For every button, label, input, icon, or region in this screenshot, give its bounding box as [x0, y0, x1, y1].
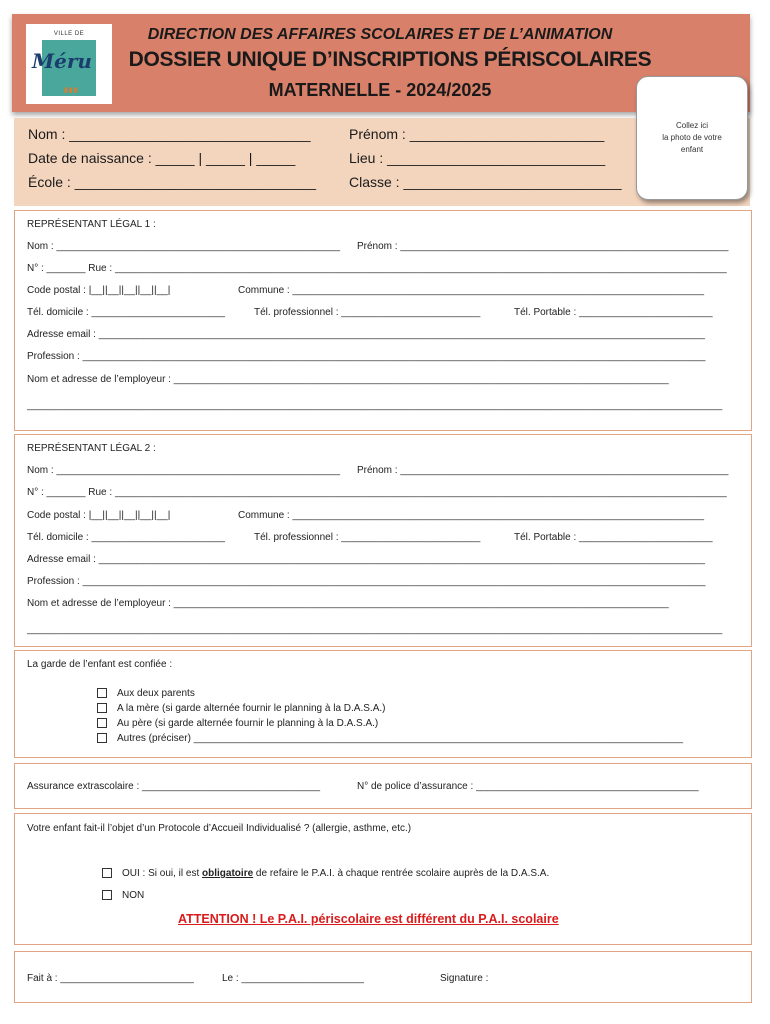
rep1-rue-field[interactable]: N° : _______ Rue : ______________________________________________________________________________________________________________	[27, 263, 727, 274]
rep1-tel-domicile-field[interactable]: Tél. domicile : ________________________	[27, 307, 225, 318]
garde-option-label: Aux deux parents	[117, 688, 195, 699]
rep1-employeur-line2[interactable]: _____________________________________________________________________________________________________________________________	[27, 400, 723, 411]
rep1-tel-portable-field[interactable]: Tél. Portable : ________________________	[514, 307, 713, 318]
garde-option-mere[interactable]	[97, 703, 385, 714]
checkbox-icon[interactable]	[97, 718, 107, 728]
rep2-email-field[interactable]: Adresse email : _____________________________________________________________________________________________________________	[27, 554, 705, 565]
garde-option-label: Autres (préciser) ________________________________________________________________________________________	[117, 733, 684, 744]
pai-non-label: NON	[122, 890, 145, 901]
rep1-commune-field[interactable]: Commune : __________________________________________________________________________	[238, 285, 705, 296]
rep2-title: REPRÉSENTANT LÉGAL 2 :	[27, 443, 156, 454]
pai-attention: ATTENTION ! Le P.A.I. périscolaire est différent du P.A.I. scolaire	[178, 912, 559, 926]
rep1-email-field[interactable]: Adresse email : _____________________________________________________________________________________________________________	[27, 329, 705, 340]
garde-option-label: Au père (si garde alternée fournir le planning à la D.A.S.A.)	[117, 718, 379, 729]
garde-option-autres[interactable]	[97, 733, 733, 744]
checkbox-icon[interactable]	[102, 868, 112, 878]
child-lieu-field[interactable]: Lieu : ____________________________	[349, 150, 606, 166]
rep2-commune-field[interactable]: Commune : __________________________________________________________________________	[238, 510, 705, 521]
direction-title: DIRECTION DES AFFAIRES SCOLAIRES ET DE L’ANIMATION	[147, 26, 613, 43]
child-classe-field[interactable]: Classe : ____________________________	[349, 174, 622, 190]
photo-text-line2: la photo de votre	[662, 133, 722, 142]
garde-option-parents[interactable]	[97, 688, 195, 699]
rep1-tel-pro-field[interactable]: Tél. professionnel : _________________________	[254, 307, 481, 318]
pai-option-non[interactable]	[102, 890, 144, 901]
rep1-nom-field[interactable]: Nom : ___________________________________________________	[27, 241, 341, 252]
rep2-employeur-line2[interactable]: _____________________________________________________________________________________________________________________________	[27, 624, 723, 635]
logo-name: Méru	[32, 49, 92, 73]
child-birthdate-field[interactable]: Date de naissance : _____ | _____ | _____	[28, 150, 296, 166]
city-logo	[26, 24, 112, 104]
rep1-prenom-field[interactable]: Prénom : ___________________________________________________________	[357, 241, 729, 252]
document-title: DOSSIER UNIQUE D’INSCRIPTIONS PÉRISCOLAIRES	[128, 48, 652, 71]
child-prenom-field[interactable]: Prénom : _________________________	[349, 126, 605, 142]
police-field[interactable]: N° de police d’assurance : ________________________________________	[357, 781, 699, 792]
rep2-tel-portable-field[interactable]: Tél. Portable : ________________________	[514, 532, 713, 543]
rep2-prenom-field[interactable]: Prénom : ___________________________________________________________	[357, 465, 729, 476]
rep2-employeur-field[interactable]: Nom et adresse de l’employeur : _________________________________________________________________________________________	[27, 598, 669, 609]
rep2-tel-pro-field[interactable]: Tél. professionnel : _________________________	[254, 532, 481, 543]
rep1-title: REPRÉSENTANT LÉGAL 1 :	[27, 219, 156, 230]
checkbox-icon[interactable]	[97, 688, 107, 698]
child-ecole-field[interactable]: École : _______________________________	[28, 174, 317, 190]
rep1-cp-field[interactable]: Code postal : |__||__||__||__||__|	[27, 285, 171, 296]
child-nom-field[interactable]: Nom : _______________________________	[28, 126, 311, 142]
date-field[interactable]: Le : ______________________	[222, 973, 364, 984]
rep2-profession-field[interactable]: Profession : ________________________________________________________________________________________________________________	[27, 576, 706, 587]
rep2-cp-field[interactable]: Code postal : |__||__||__||__||__|	[27, 510, 171, 521]
rep2-tel-domicile-field[interactable]: Tél. domicile : ________________________	[27, 532, 225, 543]
signature-field[interactable]: Signature :	[440, 973, 489, 984]
checkbox-icon[interactable]	[97, 733, 107, 743]
logo-caption: VILLE DE	[53, 31, 85, 37]
pai-option-oui[interactable]	[102, 868, 549, 879]
photo-placeholder	[636, 76, 748, 200]
garde-option-label: A la mère (si garde alternée fournir le planning à la D.A.S.A.)	[117, 703, 386, 714]
rep1-employeur-field[interactable]: Nom et adresse de l’employeur : _________________________________________________________________________________________	[27, 374, 669, 385]
fait-a-field[interactable]: Fait à : ________________________	[27, 973, 194, 984]
garde-option-pere[interactable]	[97, 718, 378, 729]
checkbox-icon[interactable]	[97, 703, 107, 713]
pai-obligatoire: obligatoire	[202, 868, 254, 879]
document-subtitle: MATERNELLE - 2024/2025	[268, 80, 492, 100]
pai-oui-label: OUI : Si oui, il est	[122, 868, 203, 879]
assurance-field[interactable]: Assurance extrascolaire : ________________________________	[27, 781, 321, 792]
logo-flags-icon: ▮▮▮	[64, 87, 79, 94]
photo-text-line3: enfant	[680, 145, 704, 154]
checkbox-icon[interactable]	[102, 890, 112, 900]
rep2-nom-field[interactable]: Nom : ___________________________________________________	[27, 465, 341, 476]
photo-text-line1: Collez ici	[675, 121, 708, 130]
rep2-rue-field[interactable]: N° : _______ Rue : ______________________________________________________________________________________________________________	[27, 487, 727, 498]
garde-title: La garde de l’enfant est confiée :	[27, 659, 173, 670]
rep1-profession-field[interactable]: Profession : ________________________________________________________________________________________________________________	[27, 351, 706, 362]
pai-oui-label-end: de refaire le P.A.I. à chaque rentrée scolaire auprès de la D.A.S.A.	[253, 868, 550, 879]
pai-question: Votre enfant fait-il l’objet d’un Protocole d’Accueil Individualisé ? (allergie, asthme, etc.)	[27, 823, 412, 834]
